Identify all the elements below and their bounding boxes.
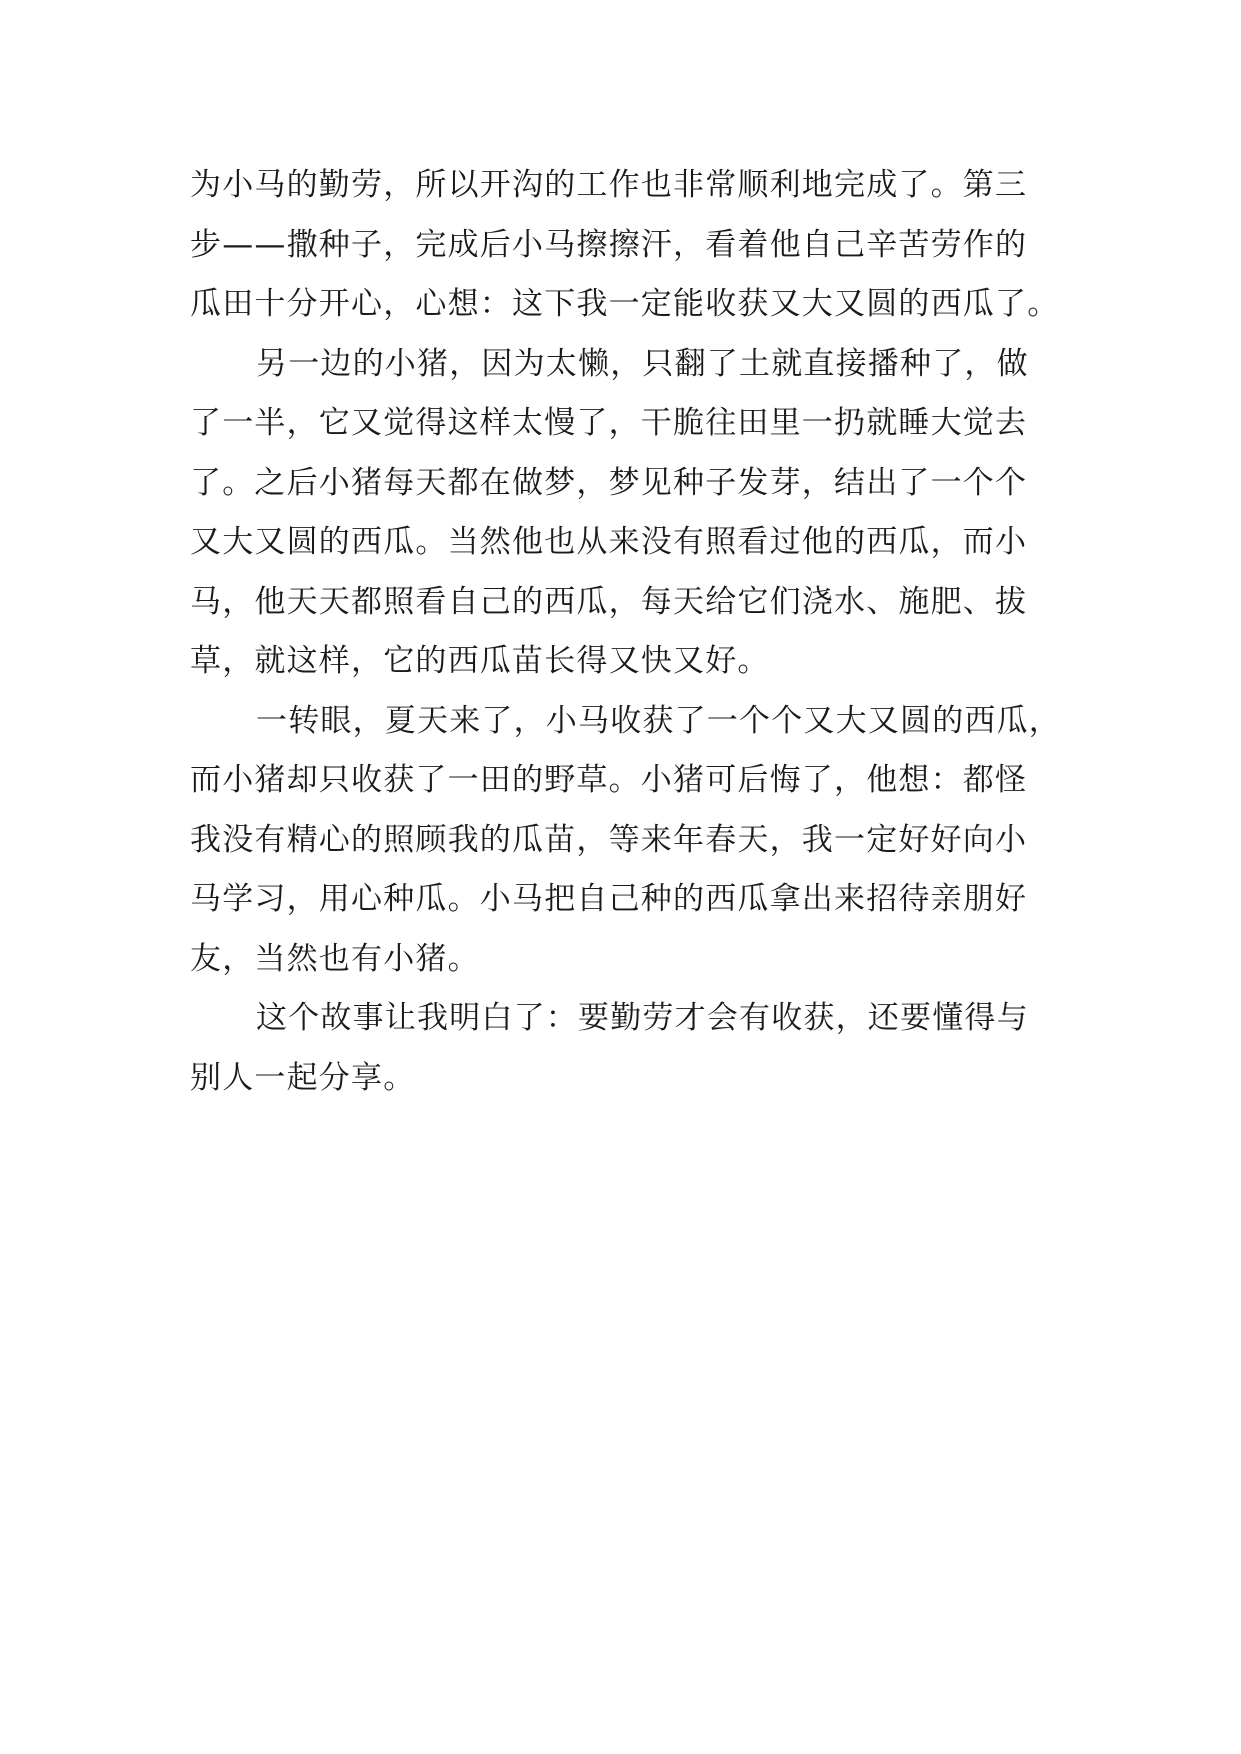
text-line: 了。之后小猪每天都在做梦，梦见种子发芽，结出了一个个 — [190, 464, 1028, 501]
text-line: 为小马的勤劳，所以开沟的工作也非常顺利地完成了。第三 — [190, 167, 1028, 203]
text-line: 这个故事让我明白了：要勤劳才会有收获，还要懂得与 — [256, 1000, 1029, 1036]
text-line: 草，就这样，它的西瓜苗长得又快又好。 — [190, 643, 770, 679]
text-line: 我没有精心的照顾我的瓜苗，等来年春天，我一定好好向小 — [190, 821, 1028, 858]
text-line: 别人一起分享。 — [190, 1059, 416, 1096]
text-line: 了一半，它又觉得这样太慢了，干脆往田里一扔就睡大觉去 — [190, 405, 1028, 441]
text-line: 马，他天天都照看自己的西瓜，每天给它们浇水、施肥、拔 — [190, 583, 1028, 620]
story-text — [190, 156, 1061, 1108]
text-line: 又大又圆的西瓜。当然他也从来没有照看过他的西瓜，而小 — [190, 524, 1028, 560]
text-line: 友，当然也有小猪。 — [190, 940, 480, 977]
text-line: 另一边的小猪，因为太懒，只翻了土就直接播种了，做 — [256, 345, 1029, 382]
text-line: 马学习，用心种瓜。小马把自己种的西瓜拿出来招待亲朋好 — [190, 881, 1028, 917]
text-line: 而小猪却只收获了一田的野草。小猪可后悔了，他想：都怪 — [190, 762, 1028, 798]
text-line: 瓜田十分开心，心想：这下我一定能收获又大又圆的西瓜了。 — [190, 286, 1060, 322]
text-line: 一转眼，夏天来了，小马收获了一个个又大又圆的西瓜， — [256, 702, 1061, 739]
text-line: 步——撒种子，完成后小马擦擦汗，看着他自己辛苦劳作的 — [190, 226, 1028, 263]
